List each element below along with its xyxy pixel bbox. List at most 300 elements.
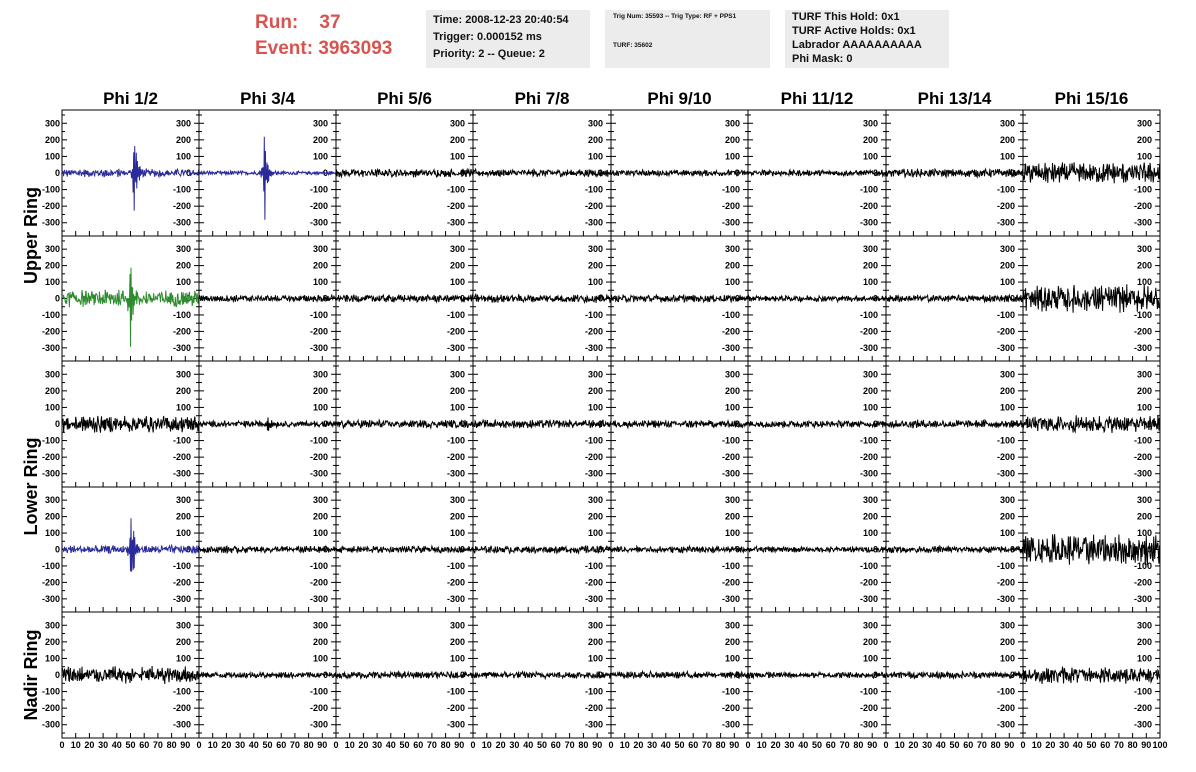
x-tick-label: 40	[385, 740, 396, 750]
y-tick-label: -200	[859, 703, 878, 714]
waveform-trace	[748, 293, 886, 304]
y-tick-label: -300	[1133, 468, 1152, 479]
x-tick-label: 70	[289, 740, 300, 750]
waveform-trace	[473, 420, 611, 429]
y-tick-label: -200	[859, 452, 878, 463]
y-tick-label: 300	[999, 620, 1015, 631]
y-tick-label: 0	[872, 670, 878, 680]
y-tick-label: -100	[1133, 560, 1152, 571]
y-tick-label: -300	[41, 342, 60, 353]
y-tick-label: 200	[312, 636, 328, 647]
y-tick-label: 0	[185, 670, 191, 680]
y-tick-label: 100	[449, 277, 465, 288]
y-tick-label: 200	[44, 134, 60, 145]
y-tick-label: 0	[1146, 419, 1152, 429]
y-tick-label: -200	[859, 577, 878, 588]
waveform-trace	[199, 546, 336, 553]
y-tick-label: 0	[1146, 670, 1152, 680]
x-tick-label: 40	[248, 740, 259, 750]
y-tick-label: -200	[446, 577, 465, 588]
column-header: Phi 3/4	[240, 89, 295, 108]
y-tick-label: 100	[999, 151, 1015, 162]
y-tick-label: 100	[312, 402, 328, 413]
y-tick-label: -100	[721, 686, 740, 697]
x-tick-label: 90	[317, 740, 328, 750]
waveform-trace	[748, 170, 886, 177]
y-tick-label: -100	[859, 686, 878, 697]
x-tick-label: 60	[963, 740, 974, 750]
y-tick-label: 300	[1136, 495, 1152, 506]
y-tick-label: 0	[1009, 419, 1015, 429]
waveform-trace	[748, 672, 886, 678]
ring-label: Upper Ring	[21, 187, 41, 284]
x-tick-label: 90	[180, 740, 191, 750]
y-tick-label: 300	[44, 118, 60, 129]
y-tick-label: -100	[446, 686, 465, 697]
column-header: Phi 15/16	[1054, 89, 1129, 108]
column-header: Phi 7/8	[514, 89, 570, 108]
y-tick-label: 300	[862, 244, 878, 255]
waveform-trace	[748, 546, 886, 552]
y-tick-label: -300	[721, 593, 740, 604]
y-tick-label: 300	[44, 495, 60, 506]
y-tick-label: -100	[996, 184, 1015, 195]
y-tick-label: 300	[175, 369, 191, 380]
y-tick-label: -300	[309, 593, 328, 604]
y-tick-label: 100	[44, 151, 60, 162]
x-tick-label: 30	[922, 740, 933, 750]
y-tick-label: 100	[1136, 402, 1152, 413]
y-tick-label: 0	[185, 419, 191, 429]
labrador-text: Labrador AAAAAAAAAA	[792, 39, 922, 51]
y-tick-label: 100	[724, 151, 740, 162]
y-tick-label: -200	[41, 577, 60, 588]
x-tick-label: 50	[262, 740, 273, 750]
y-tick-label: 300	[175, 118, 191, 129]
x-tick-label: 20	[358, 740, 369, 750]
y-tick-label: -200	[996, 452, 1015, 463]
y-tick-label: 300	[862, 495, 878, 506]
y-tick-label: 100	[862, 653, 878, 664]
y-tick-label: 200	[449, 260, 465, 271]
x-tick-label: 70	[701, 740, 712, 750]
y-tick-label: 0	[322, 544, 328, 555]
y-tick-label: -300	[172, 342, 191, 353]
y-tick-label: -200	[41, 201, 60, 212]
waveform-trace	[611, 546, 748, 553]
y-tick-label: 300	[1136, 244, 1152, 255]
waveform-trace	[199, 672, 336, 678]
y-tick-label: -100	[721, 435, 740, 446]
y-tick-label: -200	[1133, 577, 1152, 588]
y-tick-label: -200	[584, 201, 603, 212]
y-tick-label: 300	[312, 495, 328, 506]
x-tick-label: 0	[470, 740, 476, 750]
y-tick-label: 200	[175, 260, 191, 271]
y-tick-label: -100	[1133, 184, 1152, 195]
x-tick-label: 80	[715, 740, 726, 750]
y-tick-label: -300	[859, 719, 878, 730]
y-tick-label: 100	[587, 277, 603, 288]
y-tick-label: -100	[172, 309, 191, 320]
y-tick-label: -100	[584, 184, 603, 195]
waveform-trace	[473, 546, 611, 554]
y-tick-label: -200	[996, 326, 1015, 337]
y-tick-label: 100	[999, 528, 1015, 539]
y-tick-label: -300	[1133, 217, 1152, 228]
y-tick-label: -100	[859, 309, 878, 320]
waveform-trace	[336, 546, 473, 553]
y-tick-label: -100	[309, 184, 328, 195]
y-tick-label: -200	[996, 201, 1015, 212]
x-tick-label: 40	[1072, 740, 1083, 750]
y-tick-label: 200	[587, 636, 603, 647]
y-tick-label: -200	[446, 326, 465, 337]
x-tick-label: 60	[825, 740, 836, 750]
x-tick-label: 10	[619, 740, 630, 750]
run-value: 37	[319, 12, 341, 33]
y-tick-label: 0	[54, 419, 60, 429]
x-tick-label: 80	[166, 740, 177, 750]
waveform-trace	[886, 672, 1023, 679]
y-tick-label: -100	[859, 560, 878, 571]
y-tick-label: 0	[54, 670, 60, 680]
y-tick-label: 0	[1009, 670, 1015, 680]
y-tick-label: 200	[1136, 511, 1152, 522]
y-tick-label: -300	[584, 719, 603, 730]
y-tick-label: 200	[449, 385, 465, 396]
trig-num-text: Trig Num: 35593 -- Trig Type: RF + PPS1	[613, 13, 737, 20]
x-tick-label: 40	[111, 740, 122, 750]
y-tick-label: 200	[999, 134, 1015, 145]
x-tick-label: 50	[399, 740, 410, 750]
column-header: Phi 13/14	[917, 89, 992, 108]
waveform-trace	[336, 671, 473, 678]
y-tick-label: 300	[587, 244, 603, 255]
event-value: 3963093	[318, 38, 393, 59]
ring-label: Nadir Ring	[21, 629, 41, 721]
y-tick-label: 200	[1136, 385, 1152, 396]
x-tick-label: 80	[1127, 740, 1138, 750]
y-tick-label: 300	[724, 369, 740, 380]
y-tick-label: 200	[862, 636, 878, 647]
y-tick-label: 300	[175, 620, 191, 631]
x-tick-label: 20	[221, 740, 232, 750]
y-tick-label: 0	[597, 544, 603, 555]
y-tick-label: 200	[587, 385, 603, 396]
x-tick-label: 90	[454, 740, 465, 750]
x-tick-label: 90	[867, 740, 878, 750]
y-tick-label: -200	[446, 703, 465, 714]
y-tick-label: -200	[41, 703, 60, 714]
y-tick-label: 0	[734, 293, 740, 304]
column-header: Phi 1/2	[103, 89, 158, 108]
y-tick-label: 200	[862, 260, 878, 271]
y-tick-label: -100	[41, 184, 60, 195]
waveform-trace	[199, 417, 336, 431]
y-tick-label: 300	[1136, 369, 1152, 380]
x-tick-label: 70	[152, 740, 163, 750]
y-tick-label: -100	[309, 435, 328, 446]
y-tick-label: 0	[322, 419, 328, 429]
x-tick-label: 10	[756, 740, 767, 750]
x-tick-label: 10	[70, 740, 81, 750]
y-tick-label: -200	[172, 326, 191, 337]
x-tick-label: 70	[1113, 740, 1124, 750]
waveform-trace	[473, 169, 611, 177]
waveform-trace	[886, 420, 1023, 429]
y-tick-label: 0	[185, 293, 191, 304]
y-tick-label: 200	[449, 134, 465, 145]
x-tick-label: 0	[745, 740, 751, 750]
y-tick-label: 200	[999, 511, 1015, 522]
waveform-trace	[1023, 415, 1160, 433]
y-tick-label: -300	[721, 719, 740, 730]
x-tick-label: 30	[235, 740, 246, 750]
y-tick-label: -300	[446, 593, 465, 604]
y-tick-label: 0	[459, 419, 465, 429]
waveform-trace	[473, 672, 611, 679]
y-tick-label: 300	[724, 118, 740, 129]
x-tick-label: 0	[1020, 740, 1026, 750]
y-tick-label: 0	[1146, 293, 1152, 304]
x-tick-label: 30	[372, 740, 383, 750]
x-tick-label: 80	[440, 740, 451, 750]
y-tick-label: -100	[996, 309, 1015, 320]
y-tick-label: -300	[996, 468, 1015, 479]
y-tick-label: -200	[721, 703, 740, 714]
y-tick-label: 100	[44, 653, 60, 664]
y-tick-label: 100	[312, 151, 328, 162]
x-tick-label: 50	[674, 740, 685, 750]
y-tick-label: 100	[587, 653, 603, 664]
y-tick-label: 300	[999, 495, 1015, 506]
y-tick-label: -200	[721, 326, 740, 337]
y-tick-label: 100	[175, 653, 191, 664]
y-tick-label: 100	[449, 528, 465, 539]
y-tick-label: 300	[862, 369, 878, 380]
y-tick-label: 200	[999, 385, 1015, 396]
x-tick-label: 40	[798, 740, 809, 750]
y-tick-label: 0	[459, 168, 465, 178]
y-tick-label: 0	[734, 544, 740, 555]
y-tick-label: 0	[872, 419, 878, 429]
y-tick-label: 100	[862, 528, 878, 539]
waveform-trace	[62, 416, 199, 433]
y-tick-label: 200	[1136, 636, 1152, 647]
y-tick-label: 300	[724, 495, 740, 506]
y-tick-label: -100	[996, 560, 1015, 571]
y-tick-label: -200	[309, 452, 328, 463]
y-tick-label: 0	[597, 419, 603, 429]
y-tick-label: 300	[449, 495, 465, 506]
y-tick-label: 300	[449, 244, 465, 255]
y-tick-label: 100	[862, 277, 878, 288]
y-tick-label: 0	[872, 293, 878, 304]
trigger-text: Trigger: 0.000152 ms	[433, 31, 542, 43]
x-tick-label: 30	[647, 740, 658, 750]
y-tick-label: -100	[584, 686, 603, 697]
y-tick-label: 100	[449, 151, 465, 162]
y-tick-label: 300	[999, 244, 1015, 255]
y-tick-label: 0	[54, 544, 60, 555]
waveform-trace	[611, 295, 748, 303]
y-tick-label: 100	[1136, 653, 1152, 664]
y-tick-label: 0	[1009, 544, 1015, 555]
y-tick-label: -100	[721, 184, 740, 195]
x-tick-label: 80	[990, 740, 1001, 750]
y-tick-label: 100	[999, 402, 1015, 413]
y-tick-label: -200	[41, 326, 60, 337]
time-text: Time: 2008-12-23 20:40:54	[433, 14, 569, 26]
y-tick-label: 200	[312, 260, 328, 271]
x-tick-label: 20	[633, 740, 644, 750]
y-tick-label: 0	[185, 168, 191, 178]
y-tick-label: 100	[175, 151, 191, 162]
y-tick-label: -300	[41, 468, 60, 479]
x-tick-label: 80	[303, 740, 314, 750]
y-tick-label: 100	[862, 151, 878, 162]
y-tick-label: -100	[309, 560, 328, 571]
y-tick-label: -200	[584, 577, 603, 588]
y-tick-label: -100	[41, 309, 60, 320]
waveform-trace	[611, 671, 748, 678]
x-tick-label: 20	[495, 740, 506, 750]
y-tick-label: -100	[172, 686, 191, 697]
y-tick-label: -200	[721, 577, 740, 588]
y-tick-label: -300	[996, 719, 1015, 730]
y-tick-label: 300	[312, 369, 328, 380]
y-tick-label: 100	[449, 402, 465, 413]
y-tick-label: -100	[584, 560, 603, 571]
y-tick-label: 200	[862, 511, 878, 522]
y-tick-label: 300	[449, 620, 465, 631]
priority-text: Priority: 2 -- Queue: 2	[433, 48, 545, 60]
y-tick-label: 100	[312, 653, 328, 664]
x-tick-label: 40	[660, 740, 671, 750]
y-tick-label: -300	[584, 593, 603, 604]
y-tick-label: 0	[322, 293, 328, 304]
y-tick-label: -100	[721, 309, 740, 320]
y-tick-label: -300	[1133, 719, 1152, 730]
y-tick-label: -300	[446, 719, 465, 730]
y-tick-label: -100	[859, 184, 878, 195]
x-tick-label: 40	[935, 740, 946, 750]
y-tick-label: 100	[587, 528, 603, 539]
y-tick-label: -300	[996, 342, 1015, 353]
y-tick-label: -300	[309, 719, 328, 730]
x-tick-label: 0	[196, 740, 202, 750]
y-tick-label: 100	[587, 151, 603, 162]
y-tick-label: 100	[587, 402, 603, 413]
y-tick-label: -200	[584, 452, 603, 463]
y-tick-label: -100	[309, 309, 328, 320]
y-tick-label: 300	[312, 620, 328, 631]
y-tick-label: 100	[44, 528, 60, 539]
y-tick-label: 300	[587, 495, 603, 506]
x-tick-label: 60	[413, 740, 424, 750]
column-header: Phi 9/10	[647, 89, 712, 108]
y-tick-label: 0	[597, 168, 603, 178]
x-tick-label: 70	[839, 740, 850, 750]
y-tick-label: 200	[862, 385, 878, 396]
y-tick-label: 300	[724, 620, 740, 631]
x-tick-label: 30	[1059, 740, 1070, 750]
x-tick-label: 50	[1086, 740, 1097, 750]
y-tick-label: 200	[587, 260, 603, 271]
y-tick-label: -300	[172, 719, 191, 730]
y-tick-label: 0	[459, 293, 465, 304]
y-tick-label: 200	[587, 134, 603, 145]
y-tick-label: -200	[309, 201, 328, 212]
y-tick-label: 300	[999, 369, 1015, 380]
y-tick-label: 300	[449, 369, 465, 380]
x-tick-label: 20	[908, 740, 919, 750]
y-tick-label: -100	[859, 435, 878, 446]
y-tick-label: 100	[999, 277, 1015, 288]
y-tick-label: -300	[41, 217, 60, 228]
y-tick-label: -200	[446, 201, 465, 212]
y-tick-label: -100	[41, 435, 60, 446]
y-tick-label: 100	[1136, 277, 1152, 288]
y-tick-label: 0	[1146, 544, 1152, 555]
y-tick-label: 0	[54, 293, 60, 304]
waveform-trace	[611, 420, 748, 428]
y-tick-label: 100	[44, 402, 60, 413]
y-tick-label: 100	[449, 653, 465, 664]
y-tick-label: 100	[724, 402, 740, 413]
y-tick-label: 100	[1136, 151, 1152, 162]
y-tick-label: 0	[1146, 168, 1152, 178]
y-tick-label: -200	[996, 703, 1015, 714]
y-tick-label: 200	[724, 511, 740, 522]
x-tick-label: 80	[853, 740, 864, 750]
y-tick-label: -100	[446, 435, 465, 446]
y-tick-label: -200	[1133, 452, 1152, 463]
x-tick-label: 10	[344, 740, 355, 750]
y-tick-label: -100	[41, 560, 60, 571]
x-tick-label: 90	[592, 740, 603, 750]
y-tick-label: 300	[587, 369, 603, 380]
y-tick-label: -200	[859, 201, 878, 212]
waveform-trace	[336, 295, 473, 303]
x-tick-label: 60	[139, 740, 150, 750]
x-tick-label: 90	[1004, 740, 1015, 750]
x-tick-label: 30	[509, 740, 520, 750]
y-tick-label: -300	[859, 342, 878, 353]
y-tick-label: 200	[999, 260, 1015, 271]
y-tick-label: -200	[41, 452, 60, 463]
y-tick-label: -200	[172, 452, 191, 463]
y-tick-label: -300	[172, 468, 191, 479]
y-tick-label: 0	[734, 670, 740, 680]
y-tick-label: -100	[1133, 686, 1152, 697]
y-tick-label: 200	[587, 511, 603, 522]
y-tick-label: -200	[859, 326, 878, 337]
y-tick-label: 300	[587, 118, 603, 129]
x-tick-label: 20	[1045, 740, 1056, 750]
y-tick-label: 300	[44, 369, 60, 380]
y-tick-label: 0	[322, 670, 328, 680]
y-tick-label: -200	[309, 703, 328, 714]
x-tick-label: 100	[1152, 740, 1168, 750]
y-tick-label: -300	[446, 217, 465, 228]
y-tick-label: 0	[1009, 168, 1015, 178]
y-tick-label: 300	[449, 118, 465, 129]
ring-label: Lower Ring	[21, 437, 41, 536]
y-tick-label: -100	[1133, 435, 1152, 446]
y-tick-label: 0	[54, 168, 60, 178]
